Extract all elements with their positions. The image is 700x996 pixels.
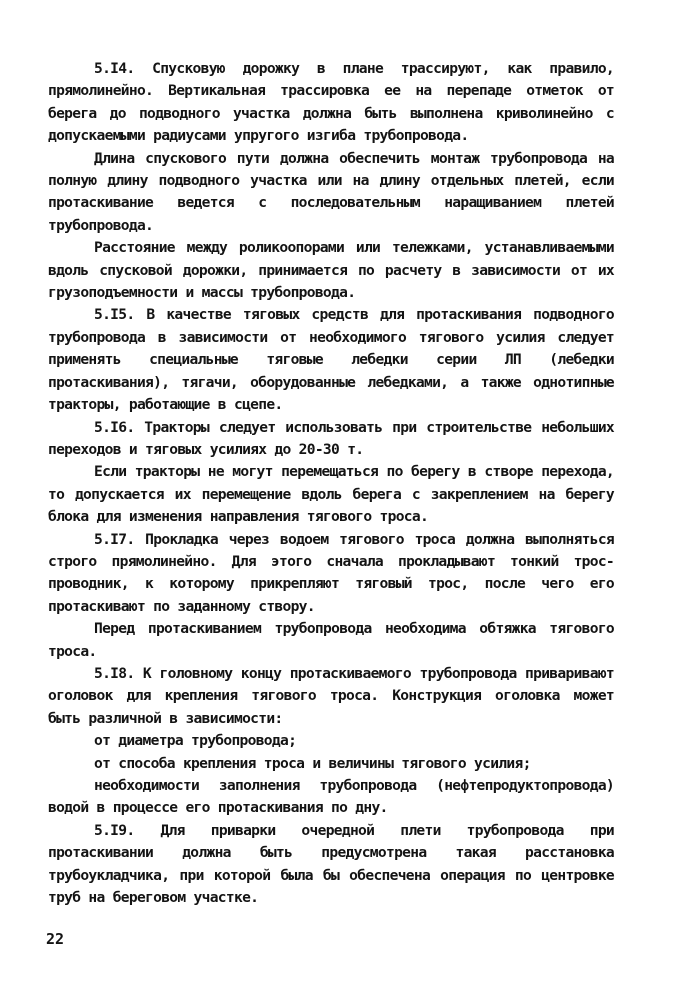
paragraph-5-17: 5.I7. Прокладка через водоем тягового троса должна выполняться строго прямолинейно. Для этого сначала прокладывают тонкий трос-проводник, к которому прикрепляют тяговый трос, после чего его протаскивают по заданному створу. (48, 530, 614, 615)
page-number: 22 (46, 930, 65, 948)
paragraph-roller-spacing: Расстояние между роликоопорами или тележками, устанавливаемыми вдоль спусковой дорожки, принимается по расчету в зависимости от их грузоподъемности и массы трубопровода. (48, 239, 614, 302)
list-item: от способа крепления троса и величины тягового усилия; (94, 754, 531, 772)
body-text (48, 58, 614, 909)
paragraph-5-14: 5.I4. Спусковую дорожку в плане трассируют, как правило, прямолинейно. Вертикальная трассировка ее на перепаде отметок от берега до подводного участка должна быть выполнена криволинейно с допускаемыми радиусами упругого изгиба трубопровода. (48, 60, 614, 145)
paragraph-5-18: 5.I8. К головному концу протаскиваемого трубопровода приваривают оголовок для крепления тягового троса. Конструкция оголовка может быть различной в зависимости: (48, 664, 614, 727)
paragraph-5-15: 5.I5. В качестве тяговых средств для протаскивания подводного трубопровода в зависимости от необходимого тягового усилия следует применять специальные тяговые лебедки серии ЛП (лебедки протаскивания), тягачи, оборудованные лебедками, а также однотипные тракторы, работающие в сцепе. (48, 306, 614, 414)
paragraph-descent-length: Длина спускового пути должна обеспечить монтаж трубопровода на полную длину подводного участка или на длину отдельных плетей, если протаскивание ведется с последовательным наращиванием плетей трубопровода. (48, 149, 614, 234)
paragraph-5-16: 5.I6. Тракторы следует использовать при строительстве небольших переходов и тяговых усилиях до 20-30 т. (48, 418, 614, 458)
paragraph-5-19: 5.I9. Для приварки очередной плети трубопровода при протаскивании должна быть предусмотрена такая расстановка трубоукладчика, при которой была бы обеспечена операция по центровке труб на береговом участке. (48, 821, 614, 907)
paragraph-cable-tension: Перед протаскиванием трубопровода необходима обтяжка тягового троса. (48, 620, 614, 660)
list-item: от диаметра трубопровода; (94, 732, 297, 750)
paragraph-tractor-movement: Если тракторы не могут перемещаться по берегу в створе перехода, то допускается их перемещение вдоль берега с закреплением на берегу блока для изменения направления тягового троса. (48, 463, 614, 526)
list-item: необходимости заполнения трубопровода (нефтепродуктопровода) водой в процессе его протаскивания по дну. (48, 777, 614, 817)
